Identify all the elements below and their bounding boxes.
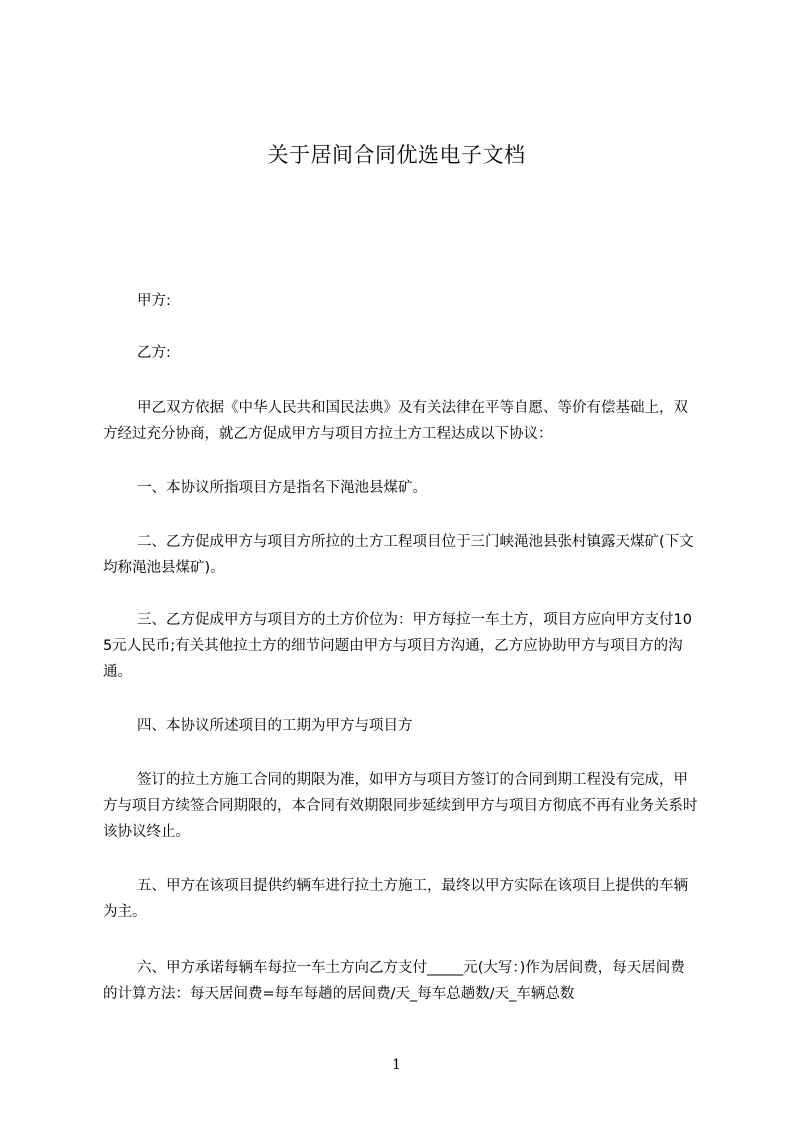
paragraph-clause-6: 六、甲方承诺每辆车每拉一车土方向乙方支付_____元(大写：)作为居间费，每天居间费的计算方法：每天居间费=每车每趟的居间费/天_每车总趟数/天_车辆总数 [103, 960, 685, 1002]
paragraph-clause-3: 三、乙方促成甲方与项目方的土方价位为：甲方每拉一车土方，项目方应向甲方支付105元人民币;有关其他拉土方的细节问题由甲方与项目方沟通，乙方应协助甲方与项目方的沟通。 [103, 612, 692, 680]
document-title: 关于居间合同优选电子文档 [267, 143, 526, 167]
paragraph-clause-2: 二、乙方促成甲方与项目方所拉的土方工程项目位于三门峡渑池县张村镇露天煤矿(下文均称渑池县煤矿)。 [103, 534, 694, 576]
paragraph-clause-4: 四、本协议所述项目的工期为甲方与项目方 [137, 718, 413, 734]
party-a-line: 甲方: [137, 293, 171, 309]
paragraph-clause-5: 五、甲方在该项目提供约辆车进行拉土方施工，最终以甲方实际在该项目上提供的车辆为主。 [103, 878, 688, 920]
paragraph-clause-4-continued: 签订的拉土方施工合同的期限为准，如甲方与项目方签订的合同到期工程没有完成，甲方与项目方续签合同期限的，本合同有效期限同步延续到甲方与项目方彻底不再有业务关系时该协议终止。 [103, 772, 698, 840]
page-number: 1 [392, 1057, 401, 1073]
party-b-line: 乙方: [137, 345, 171, 361]
paragraph-preamble: 甲乙双方依据《中华人民共和国民法典》及有关法律在平等自愿、等价有偿基础上，双方经过充分协商，就乙方促成甲方与项目方拉土方工程达成以下协议： [103, 400, 688, 442]
paragraph-clause-1: 一、本协议所指项目方是指名下渑池县煤矿。 [137, 480, 427, 496]
